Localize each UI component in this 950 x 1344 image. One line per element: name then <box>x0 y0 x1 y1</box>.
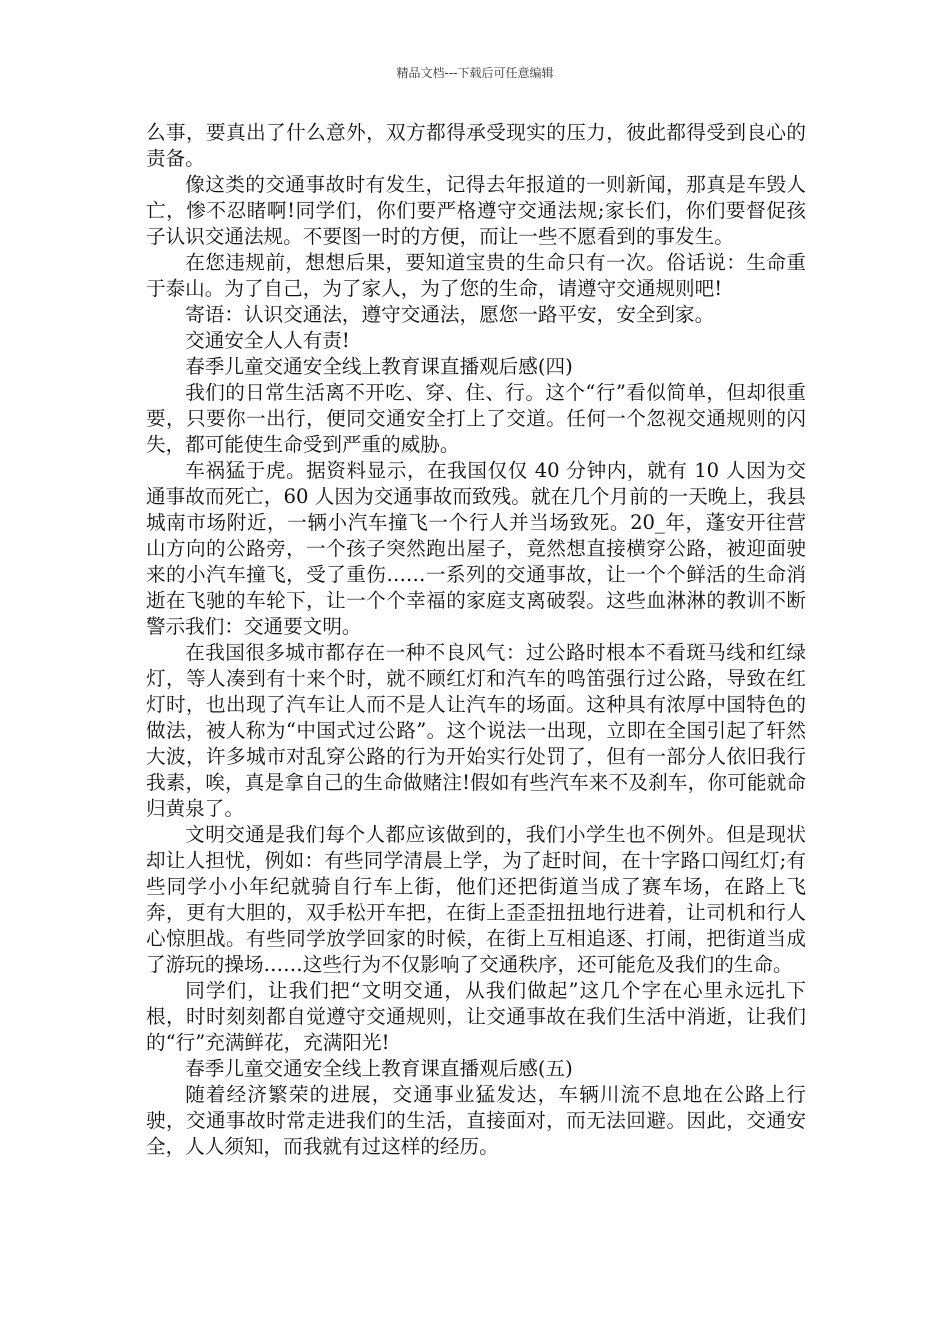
paragraph: 么事，要真出了什么意外，双方都得承受现实的压力，彼此都得受到良心的责备。 <box>146 121 806 170</box>
paragraph: 交通安全人人有责! <box>185 329 350 352</box>
paragraph: 在我国很多城市都存在一种不良风气：过公路时根本不看斑马线和红绿灯，等人凑到有十来个时，就不顾红灯和汽车的鸣笛强行过公路，导致在红灯时，也出现了汽车让人而不是人让汽车的场面。这种具有浓厚中国特色的做法，被人称为“中国式过公路”。这个说法一出现，立即在全国引起了轩然大波，许多城市对乱穿公路的行为开始实行处罚了，但有一部分人依旧我行我素，唉，真是拿自己的生命做赌注!假如有些汽车来不及刹车，你可能就命归黄泉了。 <box>146 641 806 820</box>
paragraph: 像这类的交通事故时有发生，记得去年报道的一则新闻，那真是车毁人亡，惨不忍睹啊!同学们，你们要严格遵守交通法规;家长们，你们要督促孩子认识交通法规。不要图一时的方便，而让一些不愿看到的事发生。 <box>146 173 806 248</box>
page-header: 精品文档---下载后可任意编辑 <box>396 66 554 80</box>
paragraph: 文明交通是我们每个人都应该做到的，我们小学生也不例外。但是现状却让人担忧，例如：有些同学清晨上学，为了赶时间，在十字路口闯红灯;有些同学小小年纪就骑自行车上街，他们还把街道当成了赛车场，在路上飞奔，更有大胆的，双手松开车把，在街上歪歪扭扭地行进着，让司机和行人心惊胆战。有些同学放学回家的时候，在街上互相追逐、打闹，把街道当成了游玩的操场……这些行为不仅影响了交通秩序，还可能危及我们的生命。 <box>146 823 806 976</box>
paragraph: 车祸猛于虎。据资料显示，在我国仅仅 40 分钟内，就有 10 人因为交通事故而死亡，60 人因为交通事故而致残。就在几个月前的一天晚上，我县城南市场附近，一辆小汽车撞飞一个行人并当场致死。20_年，蓬安开往营山方向的公路旁，一个孩子突然跑出屋子，竟然想直接横穿公路，被迎面驶来的小汽车撞飞，受了重伤……一系列的交通事故，让一个个鲜活的生命消逝在飞驰的车轮下，让一个个幸福的家庭支离破裂。这些血淋淋的教训不断警示我们：交通要文明。 <box>146 459 806 638</box>
paragraph: 寄语：认识交通法，遵守交通法，愿您一路平安，安全到家。 <box>185 303 715 326</box>
paragraph: 同学们，让我们把“文明交通，从我们做起”这几个字在心里永远扎下根，时时刻刻都自觉遵守交通规则，让交通事故在我们生活中消逝，让我们的“行”充满鲜花，充满阳光! <box>146 979 806 1054</box>
paragraph: 我们的日常生活离不开吃、穿、住、行。这个“行”看似简单，但却很重要，只要你一出行，便同交通安全打上了交道。任何一个忽视交通规则的闪失，都可能使生命受到严重的威胁。 <box>146 381 806 456</box>
section-heading: 春季儿童交通安全线上教育课直播观后感(四) <box>185 355 573 378</box>
section-heading: 春季儿童交通安全线上教育课直播观后感(五) <box>185 1057 573 1080</box>
paragraph: 在您违规前，想想后果，要知道宝贵的生命只有一次。俗话说：生命重于泰山。为了自己，为了家人，为了您的生命，请遵守交通规则吧! <box>146 251 806 300</box>
paragraph: 随着经济繁荣的进展，交通事业猛发达，车辆川流不息地在公路上行驶，交通事故时常走进我们的生活，直接面对，而无法回避。因此，交通安全，人人须知，而我就有过这样的经历。 <box>146 1083 806 1158</box>
document-body <box>146 120 806 1160</box>
